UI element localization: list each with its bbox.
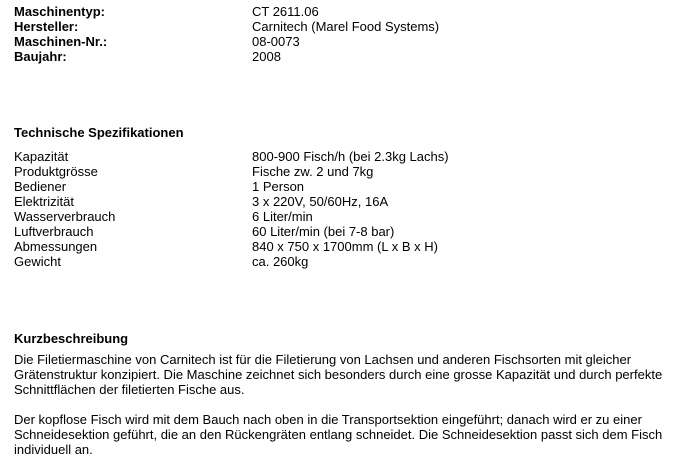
spec-value: ca. 260kg [252,254,309,269]
spec-label: Elektrizität [14,194,74,209]
spec-row [14,254,690,269]
spec-row [14,209,690,224]
spec-label: Produktgrösse [14,164,98,179]
spec-row [14,239,690,254]
machine-info-value: 2008 [252,49,281,64]
spec-row [14,149,690,164]
spec-row [14,224,690,239]
spec-value: 60 Liter/min (bei 7-8 bar) [252,224,395,239]
spec-label: Kapazität [14,149,69,164]
machine-info-label: Hersteller: [14,19,79,34]
machine-info-row-year [14,49,690,64]
machine-info-row-manufacturer [14,19,690,34]
spec-row [14,164,690,179]
machine-info-label: Maschinen-Nr.: [14,34,108,49]
spec-label: Gewicht [14,254,61,269]
specs-heading: Technische Spezifikationen [14,125,184,140]
machine-info-row-number [14,34,690,49]
spec-value: 800-900 Fisch/h (bei 2.3kg Lachs) [252,149,449,164]
spec-row [14,194,690,209]
machine-info-value: 08-0073 [252,34,300,49]
spec-value: Fische zw. 2 und 7kg [252,164,374,179]
machine-info-value: CT 2611.06 [252,4,319,19]
description-paragraph: Der kopflose Fisch wird mit dem Bauch nach oben in die Transportsektion eingeführt; danach wird er zu einer Schneidesektion geführt, die an den Rückengräten entlang schneidet. Die Schneidesektion passt sich dem Fisch individuell an. [14,412,663,457]
spec-label: Abmessungen [14,239,98,254]
machine-info-block [14,4,690,64]
spec-label: Luftverbrauch [14,224,94,239]
machine-info-label: Baujahr: [14,49,67,64]
spec-value: 1 Person [252,179,305,194]
spec-label: Bediener [14,179,67,194]
machine-info-row-type [14,4,690,19]
machine-info-value: Carnitech (Marel Food Systems) [252,19,440,34]
description-heading: Kurzbeschreibung [14,331,129,346]
spec-value: 3 x 220V, 50/60Hz, 16A [252,194,389,209]
document-page [14,4,690,457]
spec-label: Wasserverbrauch [14,209,116,224]
spec-value: 840 x 750 x 1700mm (L x B x H) [252,239,438,254]
spec-row [14,179,690,194]
description-paragraph: Die Filetiermaschine von Carnitech ist für die Filetierung von Lachsen und anderen Fischsorten mit gleicher Grätenstruktur konzipiert. Die Maschine zeichnet sich besonders durch eine grosse Kapazität und durch perfekte Schnittflächen der filetierten Fische aus. [14,352,663,397]
machine-info-label: Maschinentyp: [14,4,106,19]
specs-table [14,149,690,269]
spec-value: 6 Liter/min [252,209,313,224]
